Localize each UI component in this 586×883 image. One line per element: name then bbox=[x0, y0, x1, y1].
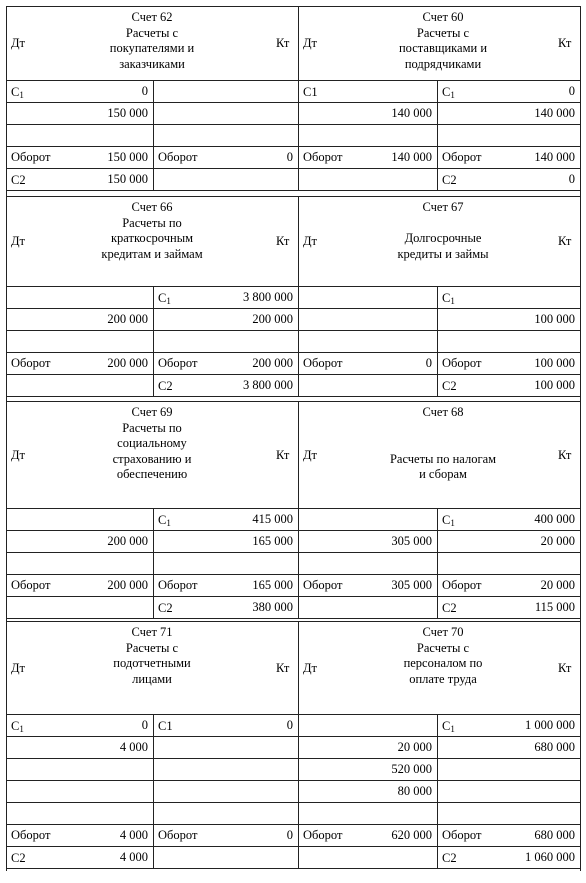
turnover-label: Оборот bbox=[158, 578, 198, 592]
amount-value: 0 bbox=[568, 172, 575, 186]
balance-letter: С bbox=[158, 291, 167, 305]
balance-label bbox=[303, 85, 318, 99]
turnover-label: Оборот bbox=[442, 356, 482, 370]
amount-value: 150 000 bbox=[107, 150, 148, 164]
credit-label: Кт bbox=[558, 660, 572, 675]
credit-label: Кт bbox=[276, 447, 290, 462]
amount-value: 20 000 bbox=[540, 578, 575, 592]
balance-letter: С bbox=[442, 513, 451, 527]
grid-line bbox=[6, 596, 580, 597]
grid-line bbox=[6, 330, 580, 331]
grid-line bbox=[6, 308, 580, 309]
amount-value: 0 bbox=[286, 828, 293, 842]
turnover-label: Оборот bbox=[442, 578, 482, 592]
balance-letter: С bbox=[442, 719, 451, 733]
grid-line bbox=[6, 758, 580, 759]
grid-line bbox=[6, 196, 580, 197]
amount-value: 4 000 bbox=[119, 850, 148, 864]
account-title: Счет 68 Расчеты по налогам и сборам bbox=[389, 405, 497, 481]
amount-value: 140 000 bbox=[534, 150, 575, 164]
grid-line bbox=[6, 396, 580, 397]
debit-label: Дт bbox=[303, 447, 317, 462]
amount-value: 165 000 bbox=[252, 534, 293, 548]
balance-letter: С1 bbox=[158, 719, 173, 733]
grid-line bbox=[6, 824, 580, 825]
grid-line bbox=[6, 124, 580, 125]
account-title: Счет 60 Расчеты с поставщиками и подрядчиками bbox=[398, 10, 488, 71]
debit-label: Дт bbox=[11, 36, 25, 50]
amount-value: 680 000 bbox=[534, 828, 575, 842]
amount-value: 3 800 000 bbox=[243, 378, 293, 392]
amount-value: 4 000 bbox=[119, 828, 148, 842]
balance-letter: С2 bbox=[442, 173, 457, 187]
turnover-label: Оборот bbox=[11, 150, 51, 164]
balance-letter: С2 bbox=[442, 851, 457, 865]
balance-index: 1 bbox=[19, 724, 24, 734]
turnover-label: Оборот bbox=[303, 828, 343, 842]
debit-label: Дт bbox=[303, 234, 317, 248]
amount-value: 150 000 bbox=[107, 106, 148, 120]
balance-letter: С1 bbox=[303, 85, 318, 99]
grid-line bbox=[153, 80, 154, 190]
amount-value: 305 000 bbox=[391, 534, 432, 548]
amount-value: 200 000 bbox=[252, 356, 293, 370]
balance-letter: С bbox=[11, 85, 20, 99]
balance-index: 1 bbox=[450, 518, 455, 528]
grid-line bbox=[6, 621, 580, 622]
debit-label: Дт bbox=[11, 234, 25, 248]
amount-value: 415 000 bbox=[252, 512, 293, 526]
grid-line bbox=[6, 6, 580, 7]
grid-line bbox=[6, 868, 580, 869]
grid-line bbox=[580, 6, 581, 871]
grid-line bbox=[6, 190, 580, 191]
balance-index: 1 bbox=[450, 90, 455, 100]
amount-value: 150 000 bbox=[107, 172, 148, 186]
grid-line bbox=[6, 80, 580, 81]
credit-label: Кт bbox=[558, 36, 572, 50]
amount-value: 0 bbox=[141, 84, 148, 98]
grid-line bbox=[6, 508, 580, 509]
amount-value: 140 000 bbox=[534, 106, 575, 120]
amount-value: 4 000 bbox=[119, 740, 148, 754]
balance-letter: С bbox=[11, 719, 20, 733]
turnover-label: Оборот bbox=[158, 828, 198, 842]
debit-label: Дт bbox=[11, 660, 25, 675]
grid-line bbox=[6, 6, 7, 871]
debit-label: Дт bbox=[303, 660, 317, 675]
amount-value: 200 000 bbox=[107, 312, 148, 326]
amount-value: 140 000 bbox=[391, 106, 432, 120]
amount-value: 200 000 bbox=[107, 578, 148, 592]
amount-value: 100 000 bbox=[534, 356, 575, 370]
turnover-label: Оборот bbox=[303, 356, 343, 370]
amount-value: 165 000 bbox=[252, 578, 293, 592]
account-title: Счет 66 Расчеты по краткосрочным кредитам и займам bbox=[101, 200, 203, 261]
account-title: Счет 67 Долгосрочные кредиты и займы bbox=[397, 200, 489, 261]
amount-value: 100 000 bbox=[534, 312, 575, 326]
account-title: Счет 71 Расчеты с подотчетными лицами bbox=[113, 625, 191, 686]
credit-label: Кт bbox=[558, 234, 572, 248]
balance-index: 1 bbox=[19, 90, 24, 100]
credit-label: Кт bbox=[276, 660, 290, 675]
amount-value: 0 bbox=[568, 84, 575, 98]
amount-value: 200 000 bbox=[107, 534, 148, 548]
credit-label: Кт bbox=[558, 447, 572, 462]
amount-value: 140 000 bbox=[391, 150, 432, 164]
grid-line bbox=[6, 352, 580, 353]
grid-line bbox=[437, 714, 438, 868]
account-title: Счет 62 Расчеты с покупателями и заказчиками bbox=[109, 10, 195, 71]
account-title: Счет 69 Расчеты по социальному страхованию и обеспечению bbox=[112, 405, 192, 481]
turnover-label: Оборот bbox=[11, 828, 51, 842]
balance-letter: С2 bbox=[442, 379, 457, 393]
grid-line bbox=[6, 552, 580, 553]
turnover-label: Оборот bbox=[442, 828, 482, 842]
grid-line bbox=[6, 530, 580, 531]
grid-line bbox=[6, 168, 580, 169]
amount-value: 115 000 bbox=[534, 600, 575, 614]
grid-line bbox=[153, 714, 154, 868]
balance-letter: С2 bbox=[442, 601, 457, 615]
amount-value: 400 000 bbox=[534, 512, 575, 526]
grid-line bbox=[6, 736, 580, 737]
balance-letter: С bbox=[442, 85, 451, 99]
amount-value: 620 000 bbox=[391, 828, 432, 842]
turnover-label: Оборот bbox=[303, 150, 343, 164]
amount-value: 200 000 bbox=[252, 312, 293, 326]
amount-value: 1 060 000 bbox=[525, 850, 575, 864]
amount-value: 80 000 bbox=[397, 784, 432, 798]
grid-line bbox=[6, 286, 580, 287]
amount-value: 100 000 bbox=[534, 378, 575, 392]
balance-letter: С2 bbox=[11, 851, 26, 865]
grid-line bbox=[6, 846, 580, 847]
debit-label: Дт bbox=[11, 447, 25, 462]
grid-line bbox=[6, 374, 580, 375]
amount-value: 3 800 000 bbox=[243, 290, 293, 304]
turnover-label: Оборот bbox=[442, 150, 482, 164]
turnover-label: Оборот bbox=[158, 150, 198, 164]
balance-letter: С2 bbox=[11, 173, 26, 187]
balance-label bbox=[442, 291, 455, 308]
amount-value: 520 000 bbox=[391, 762, 432, 776]
amount-value: 20 000 bbox=[540, 534, 575, 548]
balance-letter: С bbox=[158, 513, 167, 527]
account-title: Счет 70 Расчеты с персоналом по оплате труда bbox=[403, 625, 483, 686]
turnover-label: Оборот bbox=[158, 356, 198, 370]
balance-index: 1 bbox=[450, 296, 455, 306]
grid-line bbox=[6, 618, 580, 619]
amount-value: 200 000 bbox=[107, 356, 148, 370]
grid-line bbox=[6, 574, 580, 575]
grid-line bbox=[6, 102, 580, 103]
amount-value: 305 000 bbox=[391, 578, 432, 592]
grid-line bbox=[6, 802, 580, 803]
amount-value: 1 000 000 bbox=[525, 718, 575, 732]
debit-label: Дт bbox=[303, 36, 317, 50]
amount-value: 0 bbox=[425, 356, 432, 370]
amount-value: 0 bbox=[286, 150, 293, 164]
amount-value: 0 bbox=[141, 718, 148, 732]
amount-value: 0 bbox=[286, 718, 293, 732]
grid-line bbox=[6, 401, 580, 402]
balance-index: 1 bbox=[166, 518, 171, 528]
balance-index: 1 bbox=[166, 296, 171, 306]
turnover-label: Оборот bbox=[11, 356, 51, 370]
balance-index: 1 bbox=[450, 724, 455, 734]
balance-letter: С2 bbox=[158, 379, 173, 393]
amount-value: 680 000 bbox=[534, 740, 575, 754]
balance-letter: С2 bbox=[158, 601, 173, 615]
amount-value: 20 000 bbox=[397, 740, 432, 754]
turnover-label: Оборот bbox=[11, 578, 51, 592]
balance-letter: С bbox=[442, 291, 451, 305]
credit-label: Кт bbox=[276, 36, 290, 50]
grid-line bbox=[6, 714, 580, 715]
turnover-label: Оборот bbox=[303, 578, 343, 592]
grid-line bbox=[6, 780, 580, 781]
grid-line bbox=[6, 146, 580, 147]
credit-label: Кт bbox=[276, 234, 290, 248]
amount-value: 380 000 bbox=[252, 600, 293, 614]
